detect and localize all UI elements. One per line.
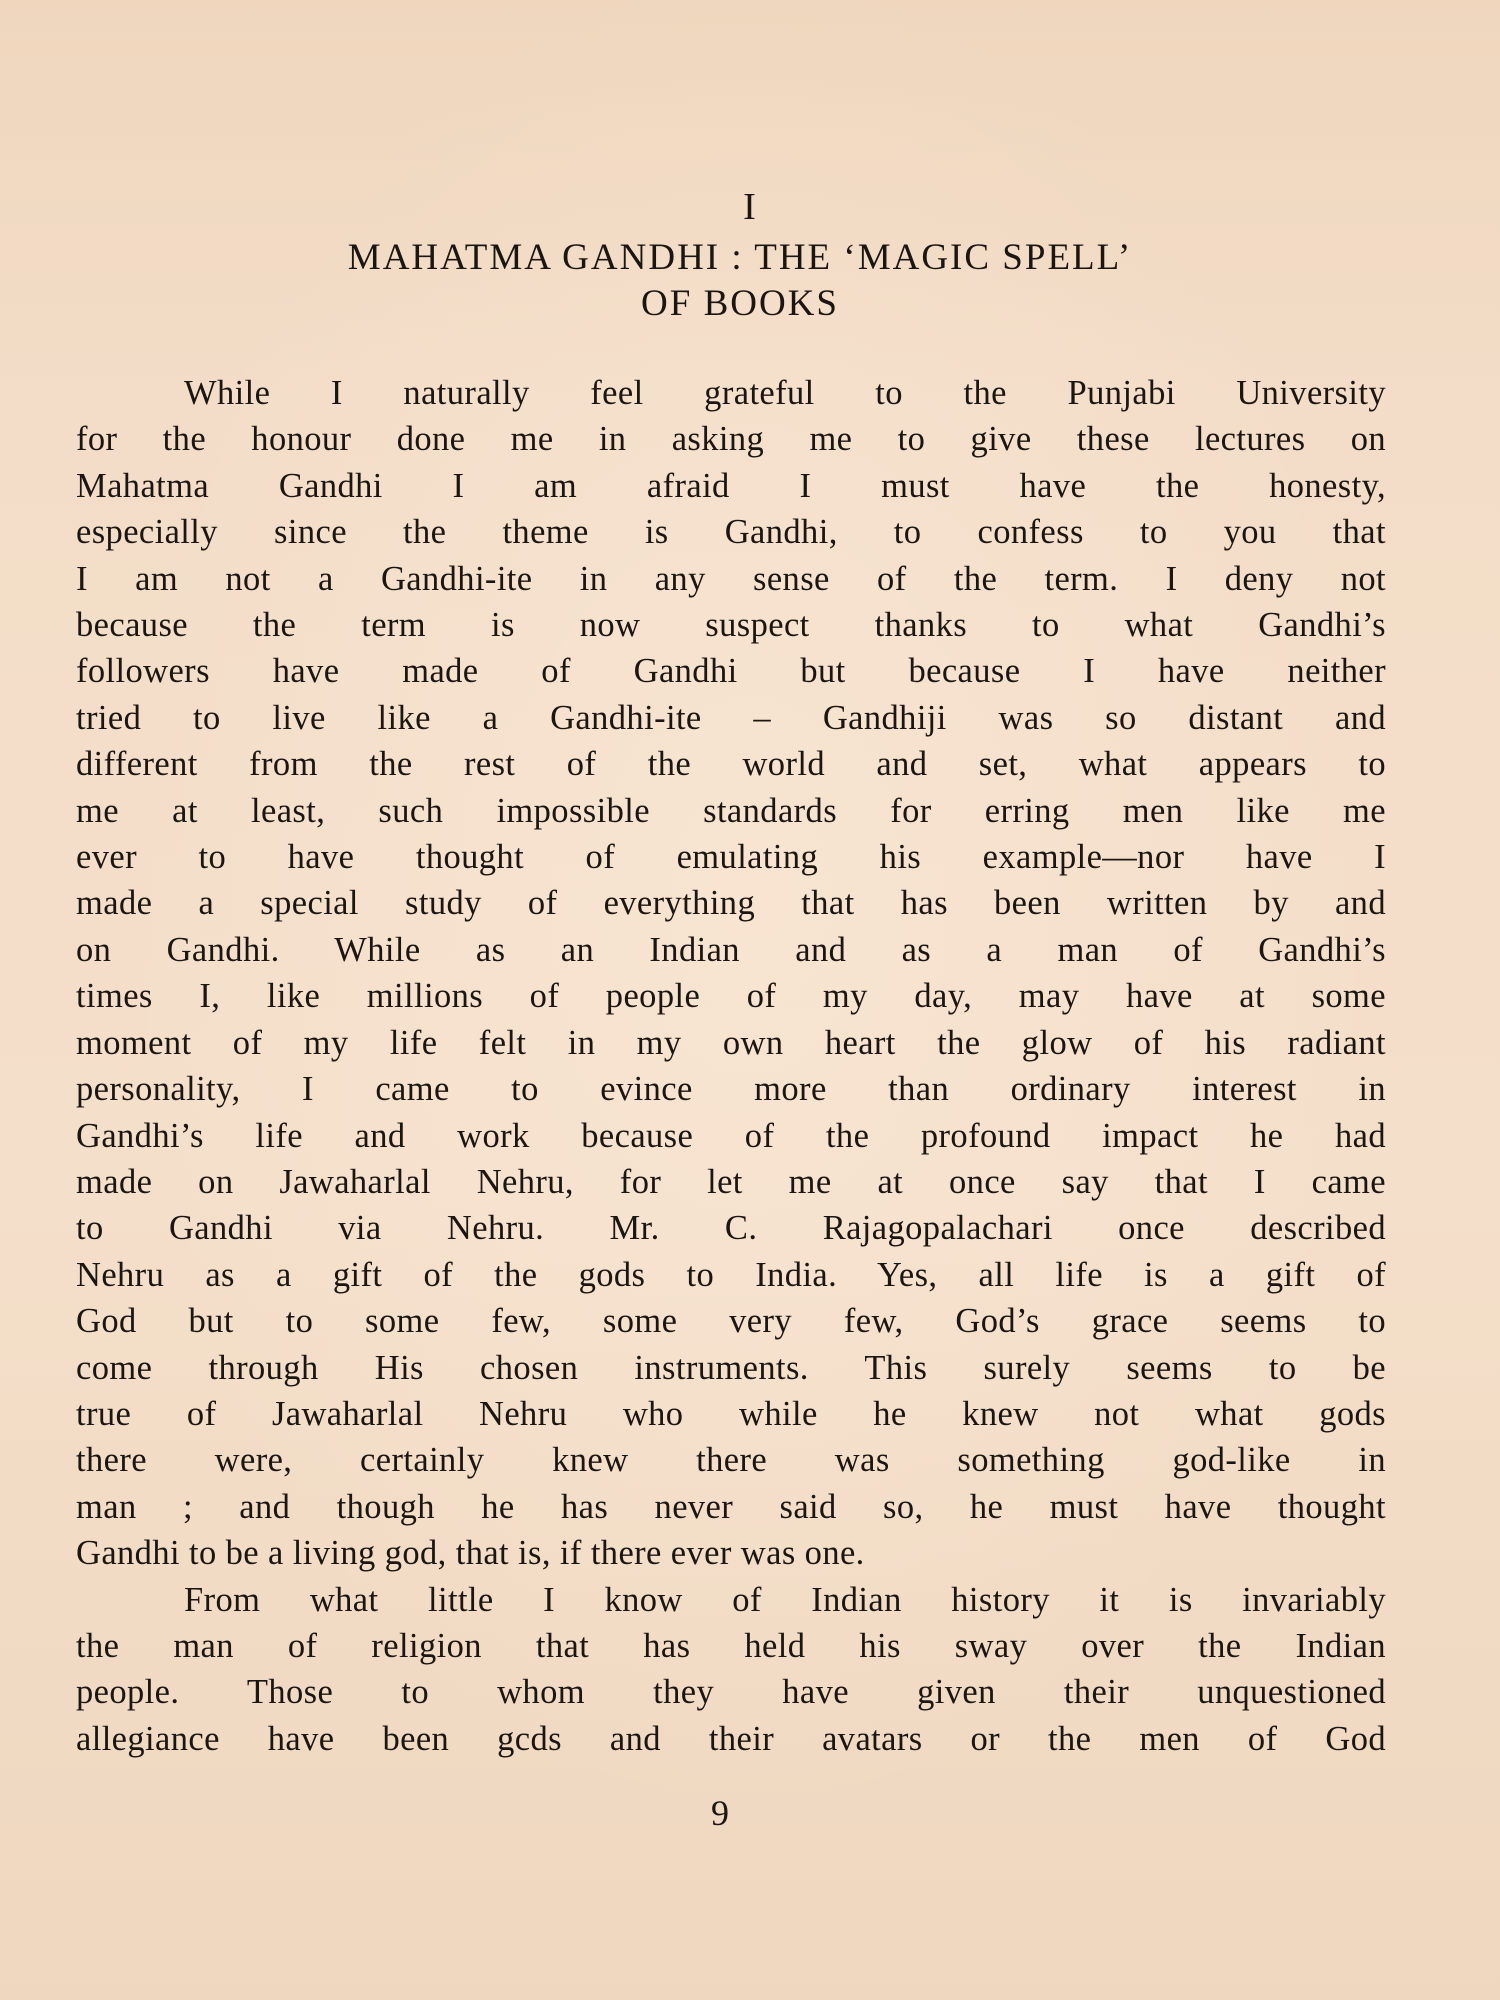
chapter-title-line: OF BOOKS: [641, 283, 839, 324]
chapter-title: [130, 235, 1350, 327]
text-line: made on Jawaharlal Nehru, for let me at once say that I came: [76, 1162, 1386, 1201]
chapter-number: I: [743, 186, 757, 228]
text-line: ever to have thought of emulating his example—nor have I: [76, 838, 1386, 877]
text-line: there were, certainly knew there was something god-like in: [76, 1441, 1386, 1480]
text-line: I am not a Gandhi-ite in any sense of the term. I deny not: [76, 559, 1386, 598]
text-line: man ; and though he has never said so, he must have thought: [76, 1487, 1386, 1526]
text-line: different from the rest of the world and set, what appears to: [76, 745, 1386, 784]
text-line: Gandhi’s life and work because of the profound impact he had: [76, 1116, 1386, 1155]
text-line: God but to some few, some very few, God’s grace seems to: [76, 1302, 1386, 1341]
text-line: people. Those to whom they have given their unquestioned: [76, 1673, 1386, 1712]
text-line: While I naturally feel grateful to the Punjabi University: [184, 374, 1386, 412]
text-line: me at least, such impossible standards for erring men like me: [76, 791, 1386, 830]
chapter-title-line: MAHATMA GANDHI : THE ‘MAGIC SPELL’: [347, 237, 1133, 278]
text-line: tried to live like a Gandhi-ite – Gandhiji was so distant and: [76, 698, 1386, 737]
text-line: times I, like millions of people of my day, may have at some: [76, 977, 1386, 1016]
text-line: especially since the theme is Gandhi, to confess to you that: [76, 513, 1386, 552]
text-line: Mahatma Gandhi I am afraid I must have the honesty,: [76, 466, 1386, 505]
text-line: moment of my life felt in my own heart the glow of his radiant: [76, 1023, 1386, 1062]
text-line: followers have made of Gandhi but because I have neither: [76, 652, 1386, 691]
text-line: personality, I came to evince more than ordinary interest in: [76, 1070, 1386, 1109]
text-line: made a special study of everything that has been written by and: [76, 884, 1386, 923]
page-number: 9: [711, 1793, 729, 1833]
paragraph: [76, 1577, 1386, 1763]
paragraph: [76, 370, 1386, 1577]
text-line: come through His chosen instruments. This surely seems to be: [76, 1348, 1386, 1387]
text-line: true of Jawaharlal Nehru who while he knew not what gods: [76, 1394, 1386, 1433]
text-line: Nehru as a gift of the gods to India. Yes, all life is a gift of: [76, 1255, 1386, 1294]
text-line: on Gandhi. While as an Indian and as a man of Gandhi’s: [76, 930, 1386, 969]
body-text: [76, 370, 1386, 1762]
text-line: because the term is now suspect thanks to what Gandhi’s: [76, 606, 1386, 645]
text-line: to Gandhi via Nehru. Mr. C. Rajagopalachari once described: [76, 1209, 1386, 1248]
text-line: Gandhi to be a living god, that is, if there ever was one.: [76, 1534, 865, 1573]
text-line: From what little I know of Indian history it is invariably: [184, 1580, 1386, 1619]
text-line: allegiance have been gcds and their avatars or the men of God: [76, 1719, 1386, 1758]
text-line: the man of religion that has held his sway over the Indian: [76, 1626, 1386, 1665]
text-line: for the honour done me in asking me to give these lectures on: [76, 420, 1386, 459]
